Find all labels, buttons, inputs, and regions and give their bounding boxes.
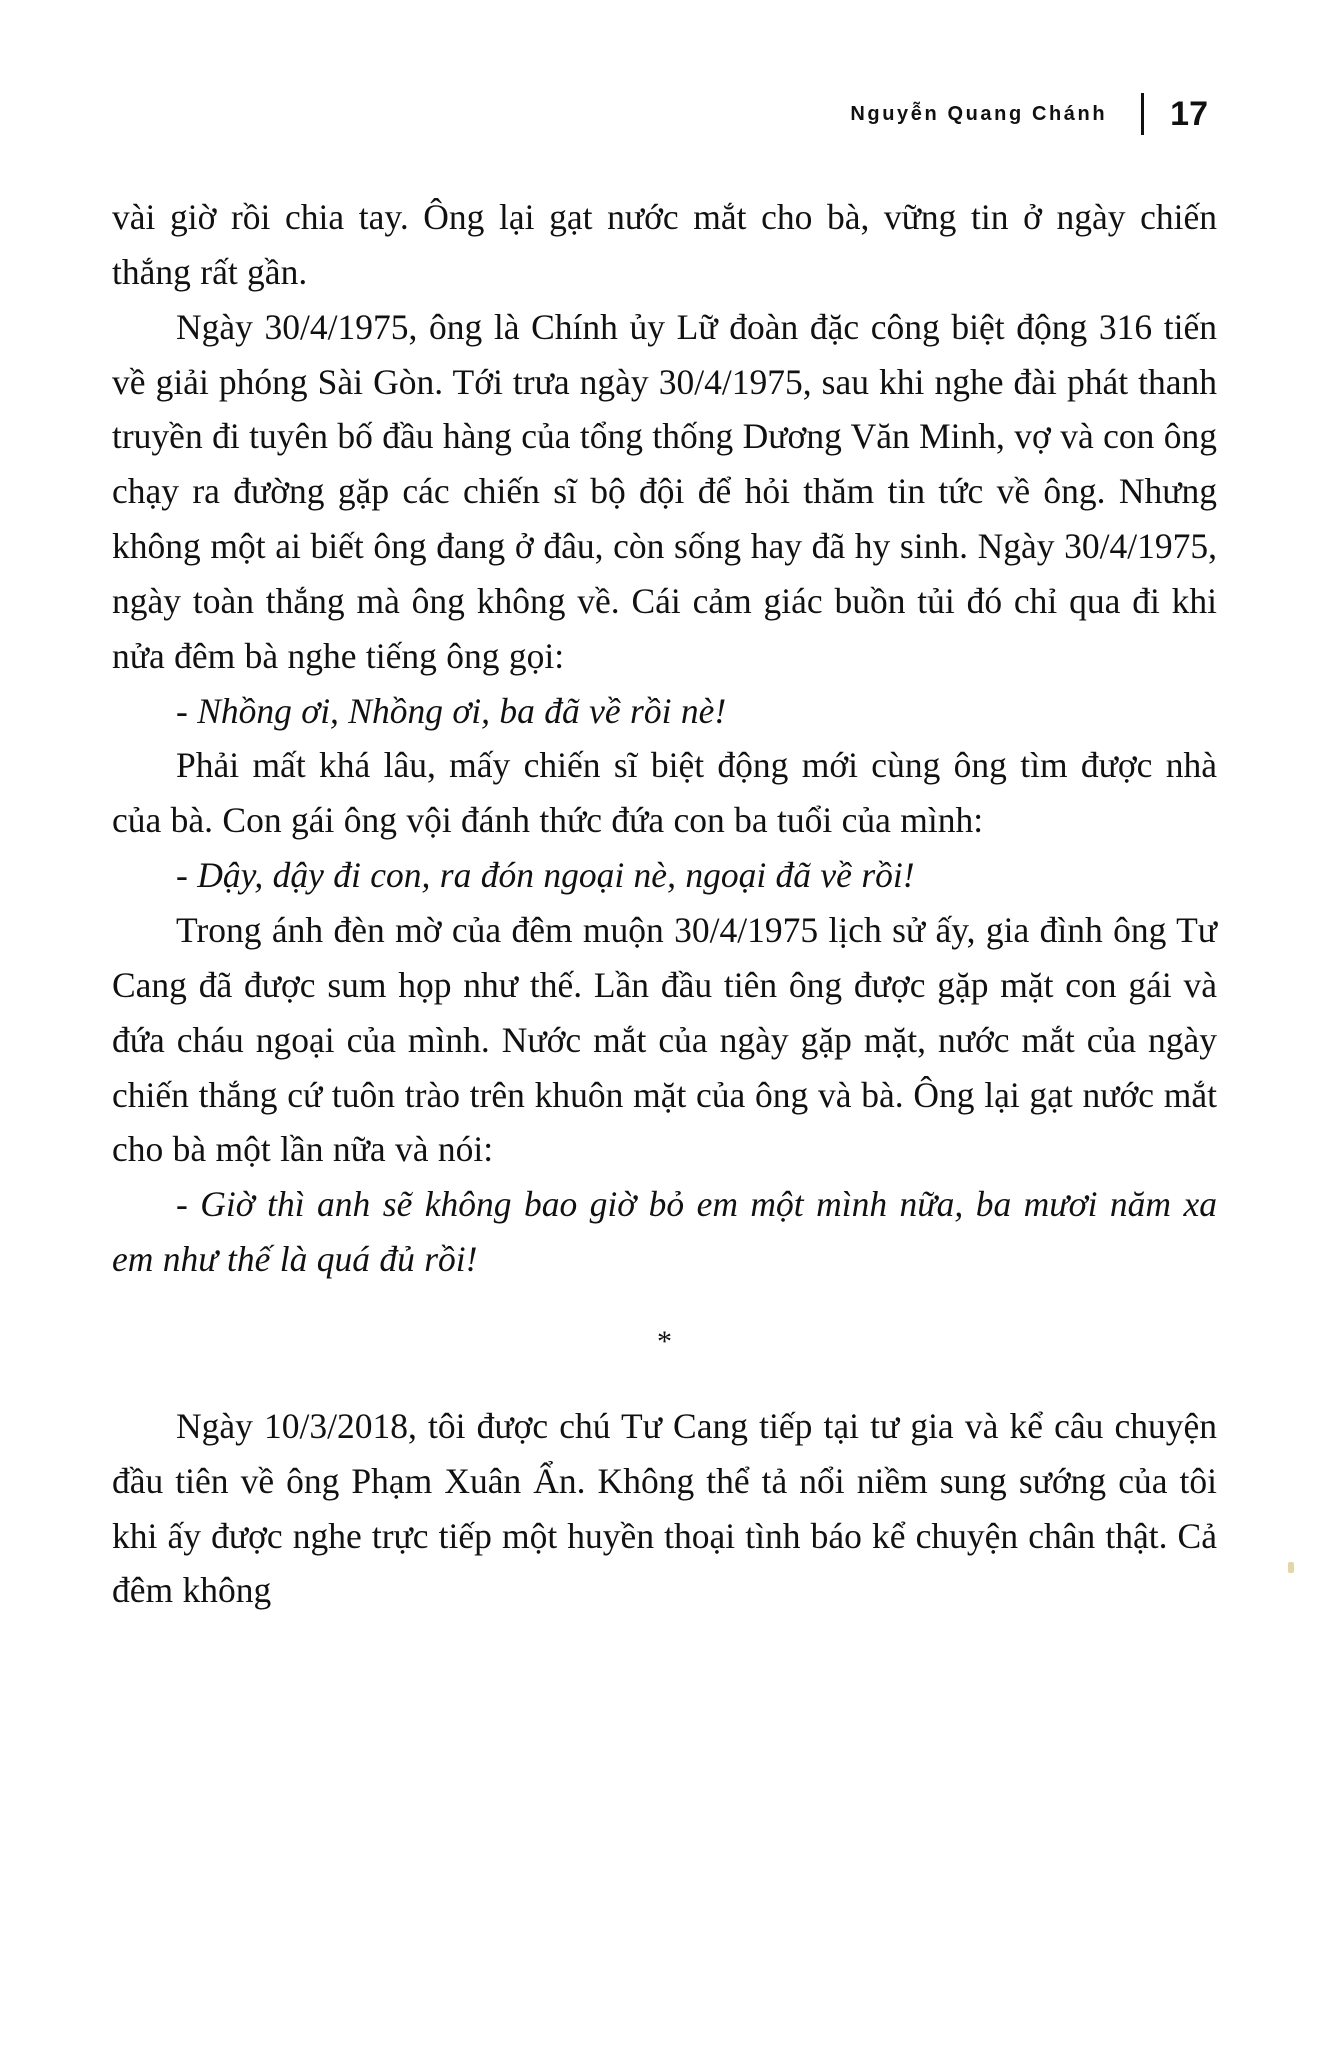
page-number: 17 [1170,94,1208,133]
paragraph: Ngày 10/3/2018, tôi được chú Tư Cang tiếp tại tư gia và kể câu chuyện đầu tiên về ông Phạm Xuân Ẩn. Không thể tả nổi niềm sung sướng của tôi khi ấy được nghe trực tiếp một huyền thoại tình báo kể chuyện chân thật. Cả đêm không [112,1405,1217,1611]
dialogue-line: - Nhồng ơi, Nhồng ơi, ba đã về rồi nè! [176,690,727,731]
paragraph: Trong ánh đèn mờ của đêm muộn 30/4/1975 lịch sử ấy, gia đình ông Tư Cang đã được sum họp như thế. Lần đầu tiên ông được gặp mặt con gái và đứa cháu ngoại của mình. Nước mắt của ngày gặp mặt, nước mắt của ngày chiến thắng cứ tuôn trào trên khuôn mặt của ông và bà. Ông lại gạt nước mắt cho bà một lần nữa và nói: [112,909,1217,1170]
paper-speck [1288,1562,1294,1573]
paragraph-continuation: vài giờ rồi chia tay. Ông lại gạt nước mắt cho bà, vững tin ở ngày chiến thắng rất gần. [112,197,1217,292]
paragraph: Phải mất khá lâu, mấy chiến sĩ biệt động mới cùng ông tìm được nhà của bà. Con gái ông vội đánh thức đứa con ba tuổi của mình: [112,745,1217,841]
page-body [112,190,1217,1618]
section-separator: * [657,1324,672,1358]
dialogue-line: - Dậy, dậy đi con, ra đón ngoại nè, ngoại đã về rồi! [176,855,915,896]
header-divider [1141,93,1144,135]
header-author-name: Nguyễn Quang Chánh [850,102,1108,125]
paragraph: Ngày 30/4/1975, ông là Chính ủy Lữ đoàn đặc công biệt động 316 tiến về giải phóng Sài Gòn. Tới trưa ngày 30/4/1975, sau khi nghe đài phát thanh truyền đi tuyên bố đầu hàng của tổng thống Dương Văn Minh, vợ và con ông chạy ra đường gặp các chiến sĩ bộ đội để hỏi thăm tin tức về ông. Nhưng không một ai biết ông đang ở đâu, còn sống hay đã hy sinh. Ngày 30/4/1975, ngày toàn thắng mà ông không về. Cái cảm giác buồn tủi đó chỉ qua đi khi nửa đêm bà nghe tiếng ông gọi: [112,306,1217,676]
dialogue-line: - Giờ thì anh sẽ không bao giờ bỏ em một mình nữa, ba mươi năm xa em như thế là quá đủ rồi! [112,1184,1217,1280]
page-header [140,92,1208,136]
